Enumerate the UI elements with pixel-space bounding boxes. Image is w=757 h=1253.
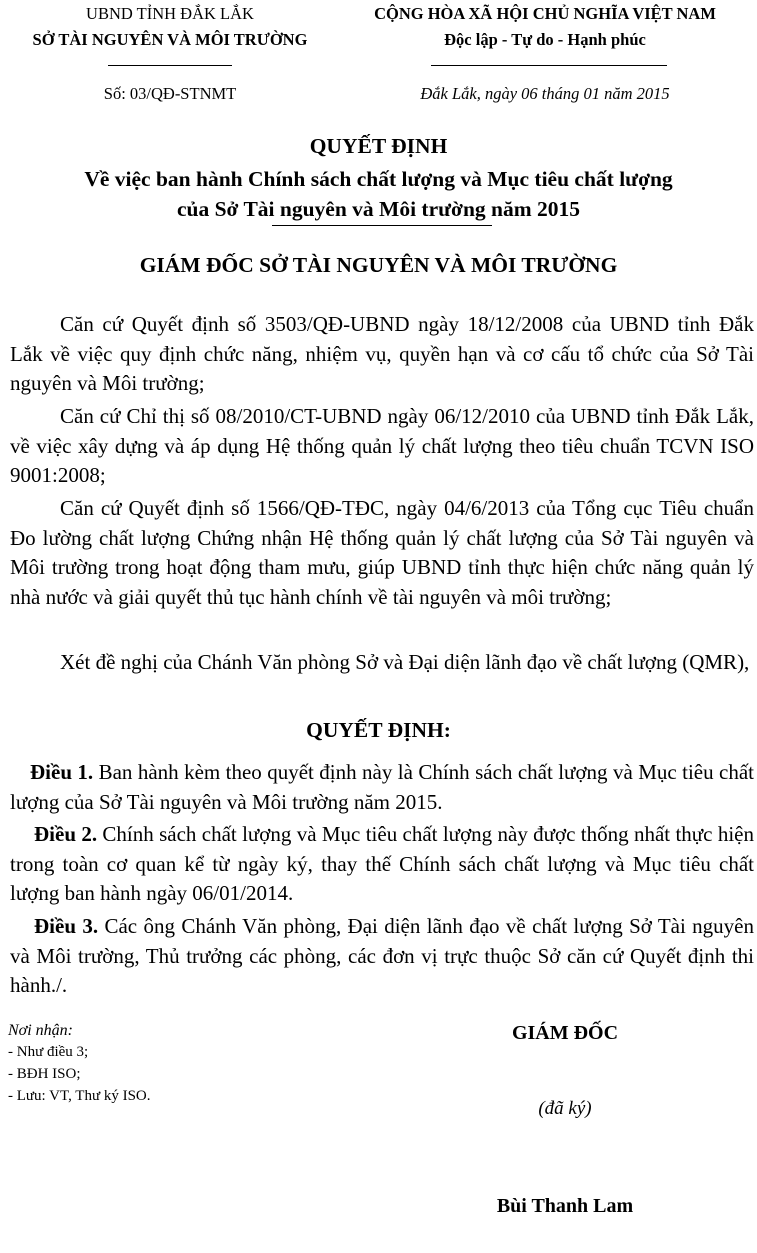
recipients-heading: Nơi nhận: xyxy=(8,1022,73,1039)
national-title: CỘNG HÒA XÃ HỘI CHỦ NGHĨA VIỆT NAM xyxy=(374,4,716,23)
recipient-item: - BĐH ISO; xyxy=(8,1066,81,1082)
signer-name: Bùi Thanh Lam xyxy=(496,1195,634,1217)
document-number: Số: 03/QĐ-STNMT xyxy=(103,84,237,103)
signed-note: (đã ký) xyxy=(538,1098,592,1119)
preamble-paragraph: Căn cứ Chỉ thị số 08/2010/CT-UBND ngày 06/12/2010 của UBND tỉnh Đắk Lắk, về việc xây dựng và áp dụng Hệ thống quản lý chất lượng theo tiêu chuẩn TCVN ISO 9001:2008; xyxy=(10,404,754,487)
decision-heading: QUYẾT ĐỊNH: xyxy=(306,718,451,742)
article-text: Ban hành kèm theo quyết định này là Chính sách chất lượng và Mục tiêu chất lượng của Sở Tài nguyên và Môi trường năm 2015. xyxy=(10,760,754,814)
motto-underline xyxy=(431,65,667,66)
article-label: Điều 3. xyxy=(34,914,99,938)
recipient-item: - Như điều 3; xyxy=(8,1044,89,1060)
preamble-paragraph: Căn cứ Quyết định số 3503/QĐ-UBND ngày 18/12/2008 của UBND tỉnh Đắk Lắk về việc quy định chức năng, nhiệm vụ, quyền hạn và cơ cấu tổ chức của Sở Tài nguyên và Môi trường; xyxy=(10,312,754,395)
national-motto: Độc lập - Tự do - Hạnh phúc xyxy=(444,30,646,49)
agency-underline xyxy=(108,65,232,66)
article-label: Điều 2. xyxy=(34,822,98,846)
preamble-paragraph: Xét đề nghị của Chánh Văn phòng Sở và Đại diện lãnh đạo về chất lượng (QMR), xyxy=(60,650,750,674)
agency-name: SỞ TÀI NGUYÊN VÀ MÔI TRƯỜNG xyxy=(32,30,308,49)
recipient-item: - Lưu: VT, Thư ký ISO. xyxy=(8,1088,151,1104)
article-text: Các ông Chánh Văn phòng, Đại diện lãnh đạo về chất lượng Sở Tài nguyên và Môi trường, Thủ trưởng các phòng, các đơn vị trực thuộc Sở căn cứ Quyết định thi hành./. xyxy=(10,914,754,997)
signer-position: GIÁM ĐỐC xyxy=(511,1022,619,1044)
subject-line-1: Về việc ban hành Chính sách chất lượng và Mục tiêu chất lượng xyxy=(84,167,673,191)
article-3 xyxy=(10,912,754,1001)
document-type: QUYẾT ĐỊNH xyxy=(309,134,448,158)
agency-parent: UBND TỈNH ĐẮK LẮK xyxy=(86,4,254,23)
document-date: Đắk Lắk, ngày 06 tháng 01 năm 2015 xyxy=(420,84,670,103)
article-2 xyxy=(10,820,754,909)
article-label: Điều 1. xyxy=(30,760,94,784)
article-1 xyxy=(10,758,754,817)
article-text: Chính sách chất lượng và Mục tiêu chất lượng này được thống nhất thực hiện trong toàn cơ quan kể từ ngày ký, thay thế Chính sách chất lượng và Mục tiêu chất lượng ban hành ngày 06/01/2014. xyxy=(10,822,754,905)
subject-line-2: của Sở Tài nguyên và Môi trường năm 2015 xyxy=(176,197,581,221)
issuing-authority: GIÁM ĐỐC SỞ TÀI NGUYÊN VÀ MÔI TRƯỜNG xyxy=(139,253,618,277)
preamble-paragraph: Căn cứ Quyết định số 1566/QĐ-TĐC, ngày 04/6/2013 của Tổng cục Tiêu chuẩn Đo lường chất lượng Chứng nhận Hệ thống quản lý chất lượng của Sở Tài nguyên và Môi trường trong hoạt động tham mưu, giúp UBND tỉnh thực hiện chức năng quản lý nhà nước và giải quyết thủ tục hành chính về tài nguyên và môi trường; xyxy=(10,496,754,609)
subject-underline xyxy=(272,225,492,226)
